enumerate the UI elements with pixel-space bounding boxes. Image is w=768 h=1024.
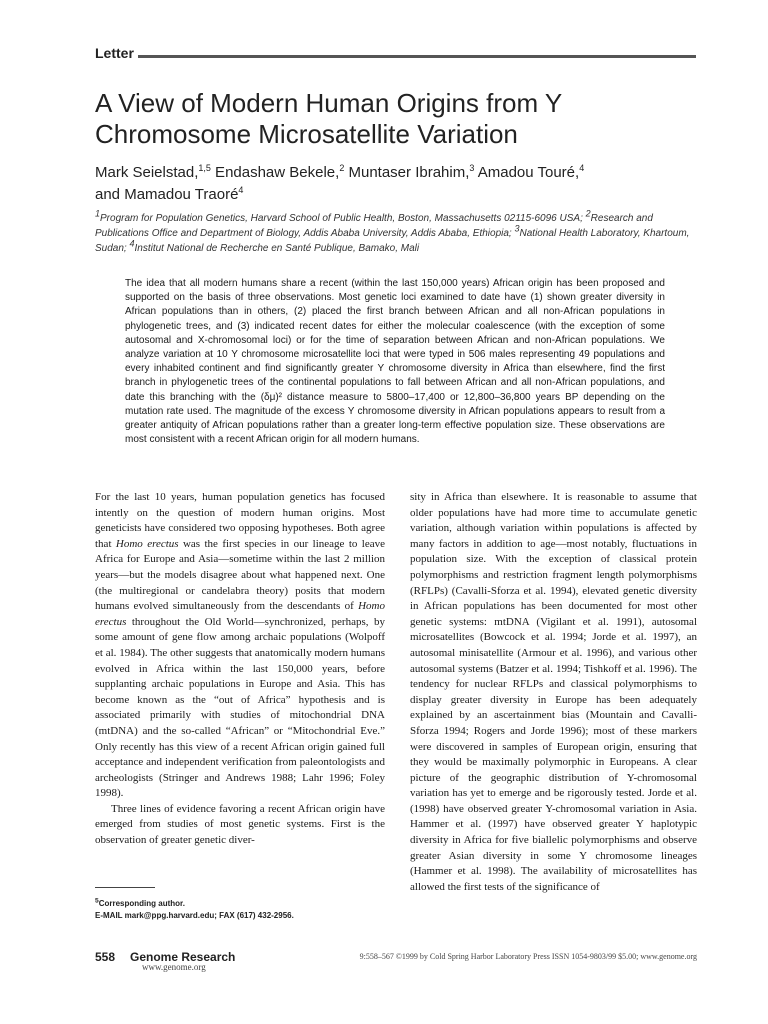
author-affiliation-marker: 4 [579, 163, 585, 173]
author-name: Muntaser Ibrahim, [344, 164, 470, 181]
author-affiliation-marker: 3 [469, 163, 475, 173]
body-paragraph: sity in Africa than elsewhere. It is reasonable to assume that older populations have had more time to accumulate genetic variation, although variation within populations is affected by many factors in addition to age—most notably, fluctuations in population size. With the exception of classical protein polymorphisms and restriction fragment length polymorphisms (RFLPs) (Cavalli-Sforza et al. 1994), elevated genetic diversity in African populations has been documented for most other genetic systems: mtDNA (Vigilant et al. 1991), autosomal microsatellites (Bowcock et al. 1994; Jorde et al. 1997), an autosomal minisatellite (Armour et al. 1996), and various other autosomal systems (Batzer et al. 1994; Tishkoff et al. 1996). The tendency for nuclear RFLPs and classical polymorphisms to display greater diversity in Europe has been adequately explained by an ascertainment bias (Mountain and Cavalli-Sforza 1994; Rogers and Jorde 1996); most of these markers were discovered in samples of European origin, ensuring that they would be maximally polymorphic in Europeans. A clear picture of the geographic distribution of Y-chromosomal variation has yet to emerge and be rigorously tested. Jorde et al. (1998) have observed greater Y-chromosomal variation in Asia. Hammer et al. (1997) have observed greater Y haplotypic diversity in Africa for five biallelic polymorphisms and observe greater Asian diversity in some Y chromosome lineages (Hammer et al. 1998). The availability of microsatellites has allowed the first tests of the significance of [410, 491, 697, 893]
author-name: Amadou Touré, [474, 164, 580, 181]
abstract: The idea that all modern humans share a recent (within the last 150,000 years) African origin has been proposed and supported on the basis of three observations. Most genetic loci examined to date have (1) shown greater diversity in African populations than in others, (2) placed the first branch between African and all non-African populations in phylogenetic trees, and (3) indicated recent dates for either the molecular coalescence (with the exception of some autosomal and X-chromosomal loci) or for the time of separation between African and non-African populations. We analyze variation at 10 Y chromosome microsatellite loci that were typed in 506 males representing 49 populations and every inhabited continent and find significantly greater Y chromosome diversity in Africa than elsewhere, find the first branch in phylogenetic trees of the continental populations to fall between African and all non-African populations, and date this branching with the (δμ)² distance measure to 5800–17,400 or 12,800–36,800 years BP depending on the mutation rate used. The magnitude of the excess Y chromosome diversity in African populations appears to result from a greater antiquity of African populations rather than a greater long-term effective population size. These observations are most consistent with a recent African origin for all modern humans. [125, 278, 665, 446]
footnote-label: Corresponding author. [98, 898, 185, 908]
affiliation-text: Institut National de Recherche en Santé Publique, Bamako, Mali [134, 243, 420, 254]
author-name: Mark Seielstad, [95, 164, 199, 181]
affiliation-marker: 2 [585, 208, 591, 219]
affiliation-text: Program for Population Genetics, Harvard School of Public Health, Boston, Massachusetts 02115-6096 USA; [100, 213, 586, 224]
body-text: For the last 10 years, human population genetics has focused intently on the question of modern human origins. Most geneticists have considered two opposing hypotheses. Both agree that [95, 491, 385, 550]
journal-website: www.genome.org [142, 962, 206, 972]
affiliation-text: Research and Publications Office and Department of Biology, Addis Ababa University, Addis Ababa, Ethiopia; [95, 213, 653, 239]
body-column-left [95, 490, 385, 849]
footnote-rule [95, 887, 155, 888]
author-affiliation-marker: 2 [339, 163, 345, 173]
footnote-marker: 5 [95, 897, 99, 904]
body-text: was the first species in our lineage to leave Africa for Europe and Asia—sometime within the last 2 million years—but the models disagree about what happened next. One (the multiregional or candelabra theory) posits that modern humans evolved simultaneously from the descendants of [95, 537, 385, 613]
affiliations [95, 208, 700, 256]
author-affiliation-marker: 1,5 [198, 163, 211, 173]
footnote-email: E-MAIL mark@ppg.harvard.edu; FAX (617) 432-2956. [95, 910, 294, 920]
species-name: Homo erectus [95, 600, 385, 628]
author-name: and Mamadou Traoré [95, 186, 239, 203]
affiliation-marker: 3 [514, 223, 520, 234]
author-list [95, 162, 715, 206]
affiliation-marker: 4 [129, 238, 135, 249]
journal-name: Genome Research [130, 950, 236, 964]
author-name: Endashaw Bekele, [210, 164, 340, 181]
author-affiliation-marker: 4 [238, 185, 244, 195]
body-text: throughout the Old World—synchronized, perhaps, by some amount of gene flow among archaic populations (Wolpoff et al. 1984). The other suggests that anatomically modern humans evolved in Africa within the last 150,000 years, before supplanting archaic populations in Europe and Asia. This has become known as the “out of Africa” hypothesis and is associated primarily with studies of mitochondrial DNA (mtDNA) and the so-called “African” or “Mitochondrial Eve.” Only recently has this view of a recent African origin gained full acceptance and independent verification from paleontologists and archeologists (Stringer and Andrews 1988; Lahr 1996; Foley 1998). [95, 615, 385, 800]
citation-line: 9:558–567 ©1999 by Cold Spring Harbor Laboratory Press ISSN 1054-9803/99 $5.00; www.genome.org [359, 952, 697, 961]
page-number: 558 [95, 950, 116, 964]
affiliation-marker: 1 [95, 208, 101, 219]
section-label: Letter [95, 45, 134, 61]
corresponding-author-footnote [95, 895, 385, 922]
species-name: Homo erectus [115, 537, 179, 550]
body-column-right [410, 490, 697, 895]
header-rule [138, 55, 696, 58]
body-paragraph: Three lines of evidence favoring a recent African origin have emerged from studies of most genetic systems. First is the observation of greater genetic diver- [95, 802, 385, 847]
body-paragraph [95, 490, 385, 802]
affiliation-text: National Health Laboratory, Khartoum, Sudan; [95, 228, 690, 254]
article-title: A View of Modern Human Origins from Y Chromosome Microsatellite Variation [95, 88, 562, 149]
